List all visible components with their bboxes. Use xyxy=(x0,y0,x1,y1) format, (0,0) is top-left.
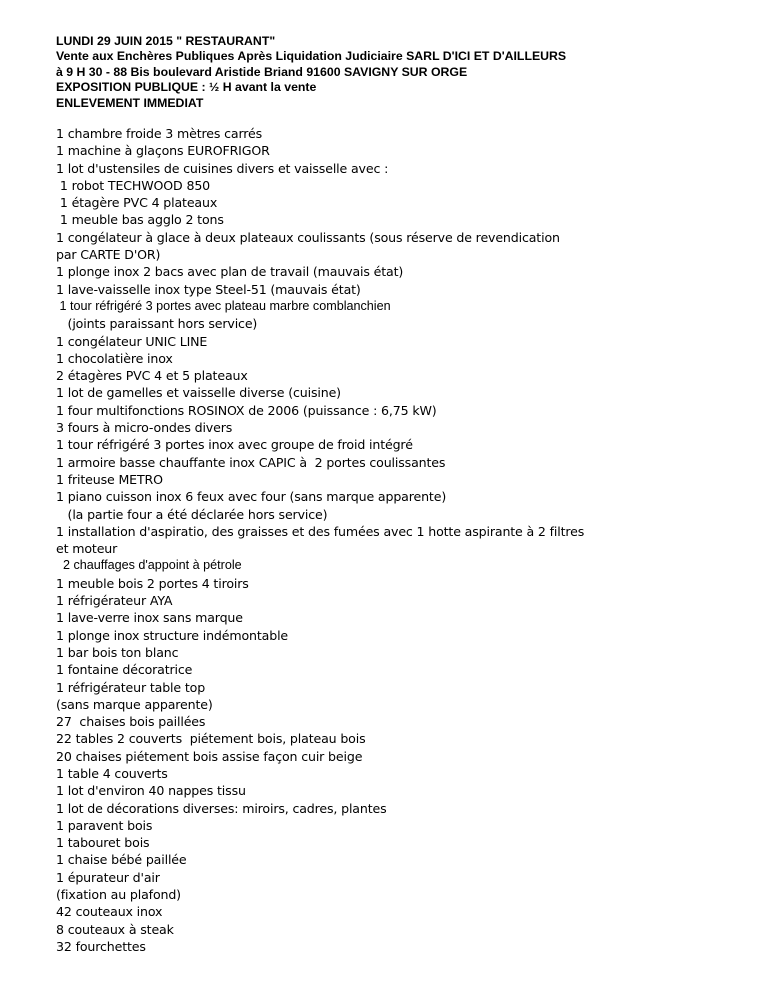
list-item: 1 paravent bois xyxy=(56,817,153,833)
list-item: 1 friteuse METRO xyxy=(56,471,163,487)
list-item: (fixation au plafond) xyxy=(56,887,181,903)
list-item: (sans marque apparente) xyxy=(56,696,213,712)
list-item: 8 couteaux à steak xyxy=(56,921,174,937)
list-item: 1 chaise bébé paillée xyxy=(56,852,187,868)
list-item: 1 installation d'aspiratio, des graisses et des fumées avec 1 hotte aspirante à 2 filtres xyxy=(56,523,585,539)
lot-list xyxy=(56,125,756,955)
list-item: 2 chauffages d'appoint à pétrole xyxy=(56,558,242,573)
list-item: 1 réfrigérateur AYA xyxy=(56,593,173,609)
list-item: 27 chaises bois paillées xyxy=(56,714,206,730)
list-item: 1 piano cuisson inox 6 feux avec four (sans marque apparente) xyxy=(56,489,447,505)
list-item: 1 four multifonctions ROSINOX de 2006 (puissance : 6,75 kW) xyxy=(56,402,437,418)
list-item: 1 fontaine décoratrice xyxy=(56,662,193,678)
list-item: 1 réfrigérateur table top xyxy=(56,679,206,695)
list-item: 1 lave-vaisselle inox type Steel-51 (mauvais état) xyxy=(56,281,361,297)
list-item: 1 lot de gamelles et vaisselle diverse (cuisine) xyxy=(56,385,341,401)
list-item: 1 meuble bas agglo 2 tons xyxy=(56,212,224,228)
list-item: 1 lave-verre inox sans marque xyxy=(56,610,243,626)
sale-date-title: LUNDI 29 JUIN 2015 " RESTAURANT" xyxy=(56,34,276,48)
list-item: 32 fourchettes xyxy=(56,938,146,954)
list-item: 1 robot TECHWOOD 850 xyxy=(56,177,211,193)
list-item: 1 plonge inox 2 bacs avec plan de travail (mauvais état) xyxy=(56,264,404,280)
list-item: 3 fours à micro-ondes divers xyxy=(56,420,233,436)
list-item: 1 plonge inox structure indémontable xyxy=(56,627,289,643)
list-item: 1 tour réfrigéré 3 portes avec plateau marbre comblanchien xyxy=(56,298,391,313)
list-item: 42 couteaux inox xyxy=(56,904,163,920)
exhibition-info: EXPOSITION PUBLIQUE : ½ H avant la vente xyxy=(56,80,317,95)
list-item: 1 lot de décorations diverses: miroirs, cadres, plantes xyxy=(56,800,387,816)
sale-time-address: à 9 H 30 - 88 Bis boulevard Aristide Briand 91600 SAVIGNY SUR ORGE xyxy=(56,64,468,79)
list-item: 1 congélateur à glace à deux plateaux coulissants (sous réserve de revendication xyxy=(56,229,560,245)
removal-info: ENLEVEMENT IMMEDIAT xyxy=(56,95,204,110)
list-item: 1 lot d'ustensiles de cuisines divers et vaisselle avec : xyxy=(56,160,389,176)
list-item: 1 étagère PVC 4 plateaux xyxy=(56,195,218,211)
list-item: 1 armoire basse chauffante inox CAPIC à 2 portes coulissantes xyxy=(56,454,446,470)
list-item: 2 étagères PVC 4 et 5 plateaux xyxy=(56,368,248,384)
list-item: 1 chambre froide 3 mètres carrés xyxy=(56,126,263,141)
list-item: 1 tour réfrigéré 3 portes inox avec groupe de froid intégré xyxy=(56,437,413,453)
list-item: par CARTE D'OR) xyxy=(56,247,161,263)
list-item: 1 lot d'environ 40 nappes tissu xyxy=(56,783,246,799)
list-item: 1 meuble bois 2 portes 4 tiroirs xyxy=(56,575,249,591)
list-item: (joints paraissant hors service) xyxy=(56,316,258,332)
list-item: 1 table 4 couverts xyxy=(56,765,168,781)
sale-header xyxy=(56,34,756,111)
sale-description: Vente aux Enchères Publiques Après Liquidation Judiciaire SARL D'ICI ET D'AILLEURS xyxy=(56,49,567,64)
list-item: 1 chocolatière inox xyxy=(56,350,173,366)
list-item: et moteur xyxy=(56,541,118,557)
list-item: 1 machine à glaçons EUROFRIGOR xyxy=(56,143,270,159)
list-item: 22 tables 2 couverts piétement bois, plateau bois xyxy=(56,731,366,747)
list-item: 1 tabouret bois xyxy=(56,835,150,851)
list-item: 1 congélateur UNIC LINE xyxy=(56,333,208,349)
list-item: (la partie four a été déclarée hors service) xyxy=(56,506,328,522)
list-item: 1 bar bois ton blanc xyxy=(56,644,179,660)
list-item: 1 épurateur d'air xyxy=(56,869,160,885)
list-item: 20 chaises piétement bois assise façon cuir beige xyxy=(56,748,363,764)
